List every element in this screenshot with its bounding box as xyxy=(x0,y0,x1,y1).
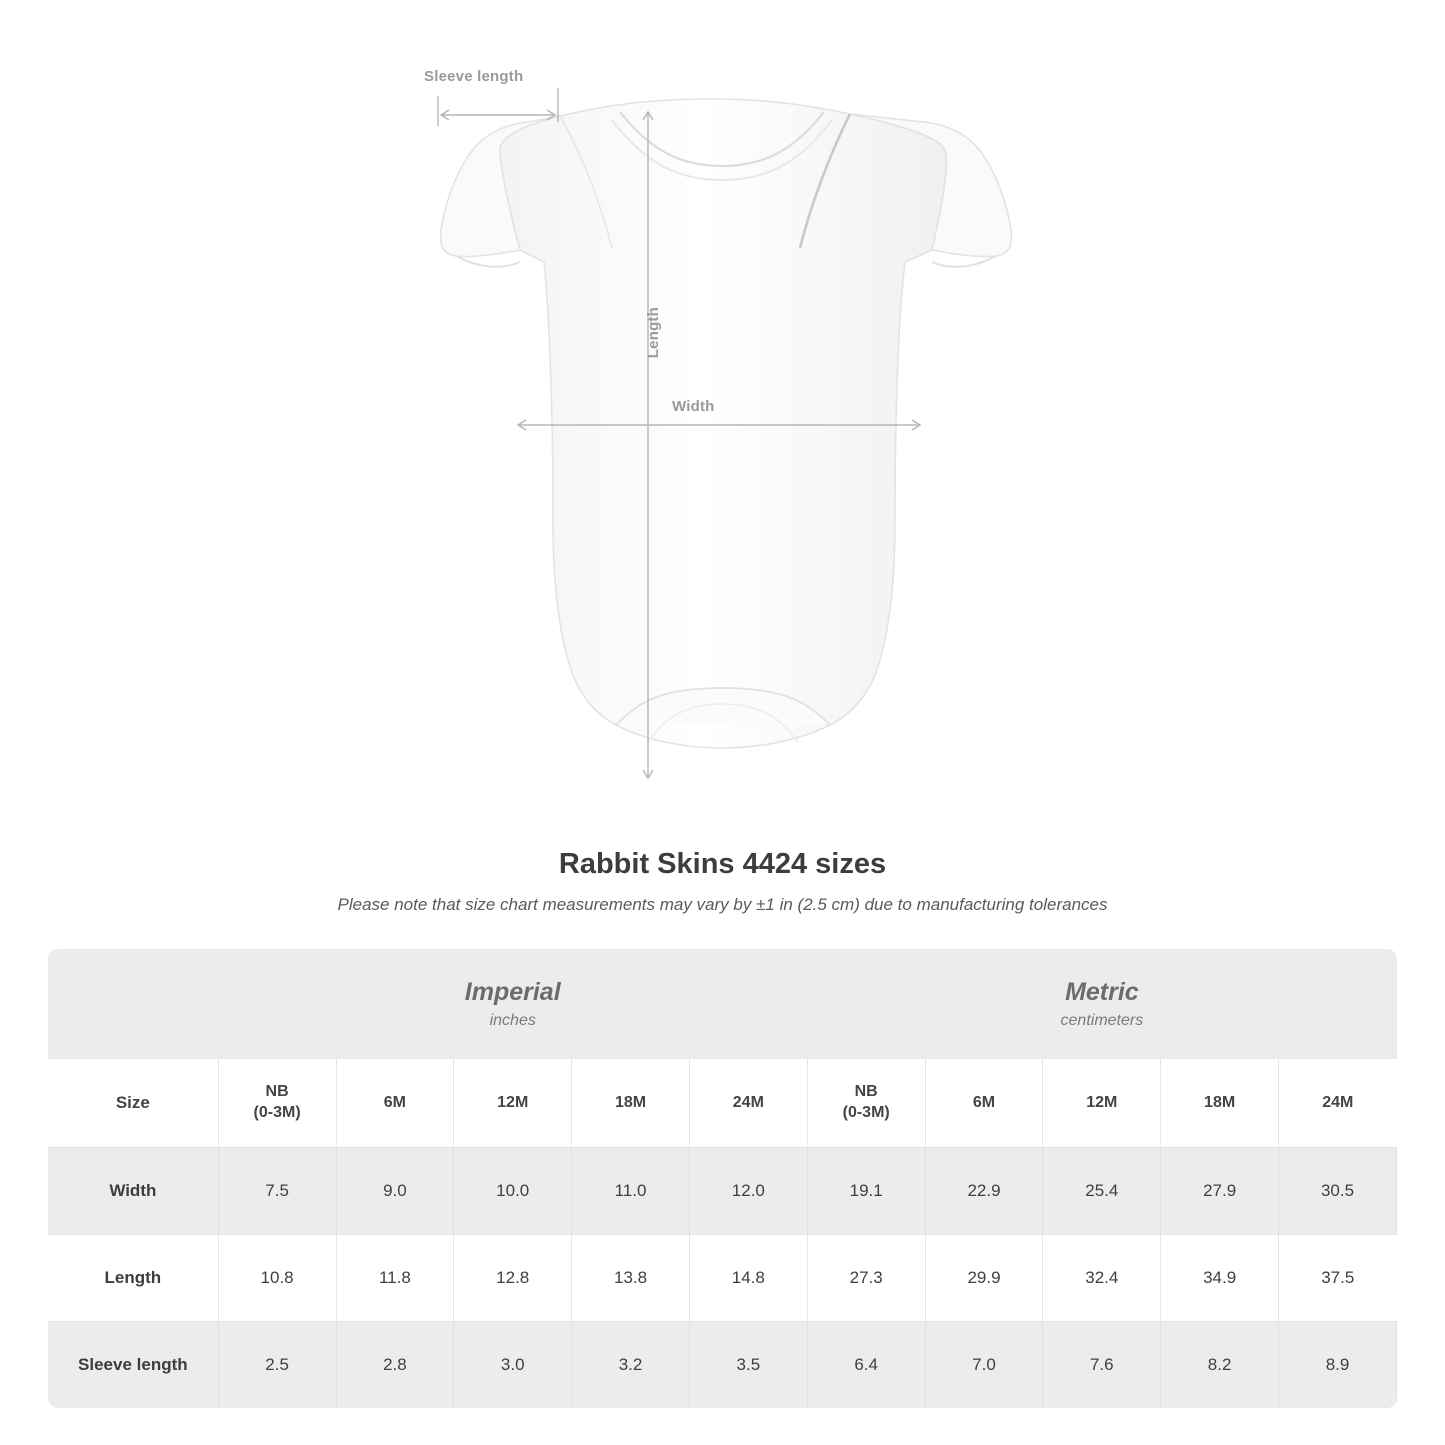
cell-length-2: 12.8 xyxy=(454,1235,572,1322)
bodysuit-shape xyxy=(441,99,1012,748)
tolerance-note: Please note that size chart measurements may vary by ±1 in (2.5 cm) due to manufacturing tolerances xyxy=(337,895,1108,914)
cell-length-0: 10.8 xyxy=(218,1235,336,1322)
size-chart-table xyxy=(48,949,1397,1408)
cell-sleeve-5: 6.4 xyxy=(807,1322,925,1409)
cell-sleeve-4: 3.5 xyxy=(689,1322,807,1409)
header-col-3: 18M xyxy=(572,1059,690,1148)
unit-group-imperial-sub: inches xyxy=(489,1012,536,1030)
row-label-sleeve-length: Sleeve length xyxy=(48,1322,218,1409)
unit-group-metric-sub: centimeters xyxy=(1060,1012,1144,1030)
cell-length-6: 29.9 xyxy=(925,1235,1043,1322)
page-title: Rabbit Skins 4424 sizes xyxy=(558,848,887,880)
cell-sleeve-2: 3.0 xyxy=(454,1322,572,1409)
cell-width-1: 9.0 xyxy=(336,1148,454,1235)
cell-length-8: 34.9 xyxy=(1161,1235,1279,1322)
cell-width-9: 30.5 xyxy=(1279,1148,1397,1235)
cell-width-7: 25.4 xyxy=(1043,1148,1161,1235)
header-col-0-label: NB xyxy=(265,1083,289,1101)
cell-sleeve-3: 3.2 xyxy=(572,1322,690,1409)
unit-group-metric xyxy=(807,949,1396,1059)
unit-group-imperial-name: Imperial xyxy=(464,977,561,1006)
cell-width-5: 19.1 xyxy=(807,1148,925,1235)
header-size: Size xyxy=(48,1059,218,1148)
table-row xyxy=(48,1148,1397,1235)
cell-width-2: 10.0 xyxy=(454,1148,572,1235)
unit-group-imperial xyxy=(218,949,807,1059)
cell-length-5: 27.3 xyxy=(807,1235,925,1322)
header-col-5 xyxy=(807,1059,925,1148)
unit-group-row xyxy=(48,949,1397,1059)
cell-sleeve-6: 7.0 xyxy=(925,1322,1043,1409)
title-block xyxy=(0,848,1445,915)
header-col-7: 12M xyxy=(1043,1059,1161,1148)
row-label-length: Length xyxy=(48,1235,218,1322)
cell-length-1: 11.8 xyxy=(336,1235,454,1322)
table-row xyxy=(48,1322,1397,1409)
cell-sleeve-9: 8.9 xyxy=(1279,1322,1397,1409)
column-header-row xyxy=(48,1059,1397,1148)
cell-width-8: 27.9 xyxy=(1161,1148,1279,1235)
cell-width-6: 22.9 xyxy=(925,1148,1043,1235)
cell-length-7: 32.4 xyxy=(1043,1235,1161,1322)
header-col-4: 24M xyxy=(689,1059,807,1148)
header-col-9: 24M xyxy=(1279,1059,1397,1148)
cell-sleeve-7: 7.6 xyxy=(1043,1322,1161,1409)
cell-length-4: 14.8 xyxy=(689,1235,807,1322)
width-label: Width xyxy=(672,398,715,415)
header-col-5-label: NB xyxy=(854,1083,878,1101)
cell-sleeve-0: 2.5 xyxy=(218,1322,336,1409)
row-label-width: Width xyxy=(48,1148,218,1235)
cell-sleeve-1: 2.8 xyxy=(336,1322,454,1409)
unit-group-metric-name: Metric xyxy=(1065,977,1139,1006)
header-col-5-sub: (0-3M) xyxy=(842,1104,890,1121)
header-col-0 xyxy=(218,1059,336,1148)
cell-sleeve-8: 8.2 xyxy=(1161,1322,1279,1409)
cell-length-9: 37.5 xyxy=(1279,1235,1397,1322)
header-col-6: 6M xyxy=(925,1059,1043,1148)
header-col-0-sub: (0-3M) xyxy=(253,1104,301,1121)
header-col-2: 12M xyxy=(454,1059,572,1148)
sleeve-length-label: Sleeve length xyxy=(424,68,524,85)
unit-spacer xyxy=(48,949,218,1059)
header-col-8: 18M xyxy=(1161,1059,1279,1148)
cell-width-3: 11.0 xyxy=(572,1148,690,1235)
header-col-1: 6M xyxy=(336,1059,454,1148)
cell-length-3: 13.8 xyxy=(572,1235,690,1322)
cell-width-0: 7.5 xyxy=(218,1148,336,1235)
table-row xyxy=(48,1235,1397,1322)
length-label: Length xyxy=(645,307,662,359)
cell-width-4: 12.0 xyxy=(689,1148,807,1235)
